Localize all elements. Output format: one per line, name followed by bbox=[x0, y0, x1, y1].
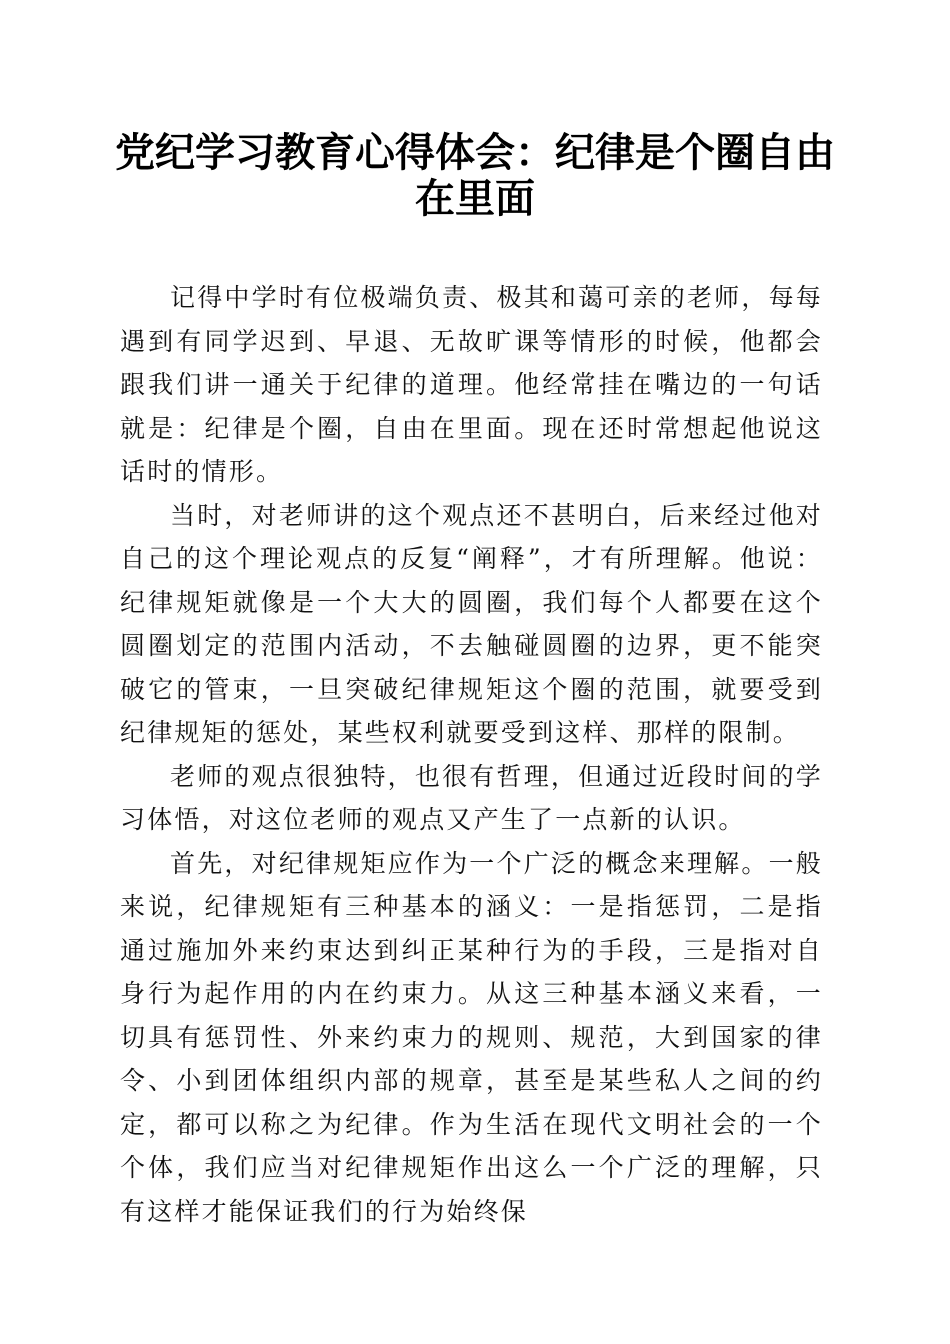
document-title: 党纪学习教育心得体会：纪律是个圈自由在里面 bbox=[115, 129, 835, 222]
paragraph: 首先，对纪律规矩应作为一个广泛的概念来理解。一般来说，纪律规矩有三种基本的涵义：一是指惩罚，二是指通过施加外来约束达到纠正某种行为的手段，三是指对自身行为起作用的内在约束力。从这三种基本涵义来看，一切具有惩罚性、外来约束力的规则、规范，大到国家的律令、小到团体组织内部的规章，甚至是某些私人之间的约定，都可以称之为纪律。作为生活在现代文明社会的一个个体，我们应当对纪律规矩作出这么一个广泛的理解，只有这样才能保证我们的行为始终保 bbox=[120, 848, 823, 1226]
paragraph: 记得中学时有位极端负责、极其和蔼可亲的老师，每每遇到有同学迟到、早退、无故旷课等情形的时候，他都会跟我们讲一通关于纪律的道理。他经常挂在嘴边的一句话就是：纪律是个圈，自由在里面。现在还时常想起他说这话时的情形。 bbox=[120, 283, 823, 486]
document-body bbox=[120, 276, 823, 1233]
paragraph: 老师的观点很独特，也很有哲理，但通过近段时间的学习体悟，对这位老师的观点又产生了一点新的认识。 bbox=[120, 761, 823, 834]
paragraph: 当时，对老师讲的这个观点还不甚明白，后来经过他对自己的这个理论观点的反复“阐释”，才有所理解。他说：纪律规矩就像是一个大大的圆圈，我们每个人都要在这个圆圈划定的范围内活动，不去触碰圆圈的边界，更不能突破它的管束，一旦突破纪律规矩这个圈的范围，就要受到纪律规矩的惩处，某些权利就要受到这样、那样的限制。 bbox=[120, 500, 823, 747]
